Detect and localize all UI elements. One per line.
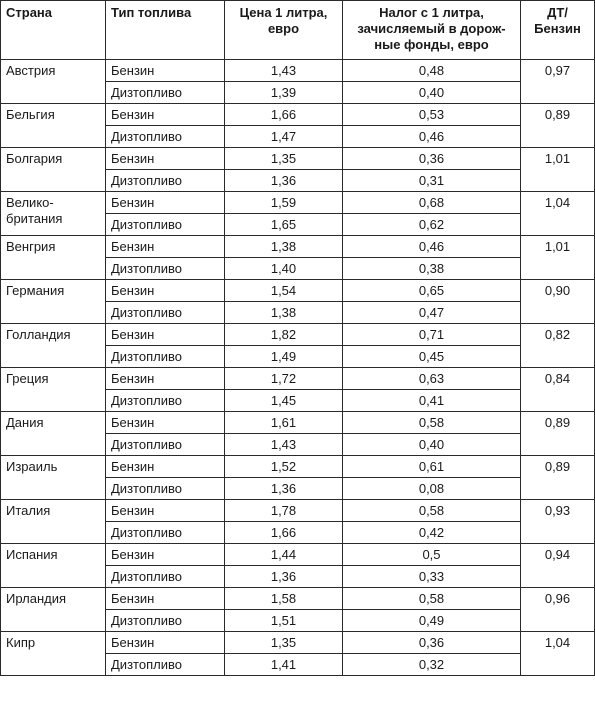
ratio-cell: 0,89 (521, 412, 595, 456)
table-row (1, 368, 595, 390)
table-row (1, 192, 595, 214)
fuel-type-cell: Бензин (106, 412, 225, 434)
price-cell: 1,51 (225, 610, 343, 632)
table-row (1, 500, 595, 522)
tax-cell: 0,47 (343, 302, 521, 324)
price-cell: 1,49 (225, 346, 343, 368)
header-country: Страна (1, 1, 106, 60)
table-header (1, 1, 595, 60)
table-row (1, 236, 595, 258)
header-tax: Налог с 1 литра, зачисляемый в дорож-ные фонды, евро (343, 1, 521, 60)
fuel-type-cell: Бензин (106, 104, 225, 126)
price-cell: 1,58 (225, 588, 343, 610)
fuel-type-cell: Бензин (106, 456, 225, 478)
price-cell: 1,52 (225, 456, 343, 478)
tax-cell: 0,08 (343, 478, 521, 500)
tax-cell: 0,58 (343, 588, 521, 610)
fuel-type-cell: Бензин (106, 192, 225, 214)
price-cell: 1,59 (225, 192, 343, 214)
fuel-type-cell: Дизтопливо (106, 214, 225, 236)
ratio-cell: 1,01 (521, 236, 595, 280)
price-cell: 1,54 (225, 280, 343, 302)
price-cell: 1,72 (225, 368, 343, 390)
fuel-type-cell: Бензин (106, 324, 225, 346)
fuel-type-cell: Бензин (106, 588, 225, 610)
country-cell: Испания (1, 544, 106, 588)
ratio-cell: 0,82 (521, 324, 595, 368)
price-cell: 1,45 (225, 390, 343, 412)
tax-cell: 0,40 (343, 82, 521, 104)
tax-cell: 0,32 (343, 654, 521, 676)
header-fuel-type: Тип топлива (106, 1, 225, 60)
tax-cell: 0,5 (343, 544, 521, 566)
tax-cell: 0,46 (343, 236, 521, 258)
fuel-type-cell: Дизтопливо (106, 566, 225, 588)
ratio-cell: 0,84 (521, 368, 595, 412)
fuel-type-cell: Дизтопливо (106, 82, 225, 104)
price-cell: 1,35 (225, 632, 343, 654)
tax-cell: 0,41 (343, 390, 521, 412)
tax-cell: 0,58 (343, 500, 521, 522)
table-row (1, 632, 595, 654)
price-cell: 1,38 (225, 302, 343, 324)
ratio-cell: 0,89 (521, 104, 595, 148)
tax-cell: 0,40 (343, 434, 521, 456)
price-cell: 1,36 (225, 170, 343, 192)
tax-cell: 0,31 (343, 170, 521, 192)
price-cell: 1,43 (225, 434, 343, 456)
country-cell: Ирландия (1, 588, 106, 632)
country-cell: Голландия (1, 324, 106, 368)
fuel-type-cell: Дизтопливо (106, 258, 225, 280)
fuel-type-cell: Дизтопливо (106, 170, 225, 192)
table-row (1, 588, 595, 610)
fuel-type-cell: Дизтопливо (106, 126, 225, 148)
tax-cell: 0,38 (343, 258, 521, 280)
price-cell: 1,82 (225, 324, 343, 346)
price-cell: 1,43 (225, 60, 343, 82)
tax-cell: 0,58 (343, 412, 521, 434)
price-cell: 1,47 (225, 126, 343, 148)
table-row (1, 544, 595, 566)
fuel-type-cell: Дизтопливо (106, 346, 225, 368)
price-cell: 1,65 (225, 214, 343, 236)
header-row (1, 1, 595, 60)
country-cell: Венгрия (1, 236, 106, 280)
fuel-type-cell: Дизтопливо (106, 610, 225, 632)
fuel-type-cell: Бензин (106, 544, 225, 566)
fuel-type-cell: Дизтопливо (106, 390, 225, 412)
tax-cell: 0,68 (343, 192, 521, 214)
fuel-type-cell: Бензин (106, 500, 225, 522)
price-cell: 1,61 (225, 412, 343, 434)
country-cell: Израиль (1, 456, 106, 500)
table-row (1, 148, 595, 170)
country-cell: Греция (1, 368, 106, 412)
country-cell: Германия (1, 280, 106, 324)
ratio-cell: 1,04 (521, 632, 595, 676)
country-cell: Италия (1, 500, 106, 544)
tax-cell: 0,62 (343, 214, 521, 236)
tax-cell: 0,42 (343, 522, 521, 544)
price-cell: 1,66 (225, 522, 343, 544)
ratio-cell: 0,90 (521, 280, 595, 324)
tax-cell: 0,49 (343, 610, 521, 632)
tax-cell: 0,46 (343, 126, 521, 148)
table-row (1, 324, 595, 346)
country-cell: Бельгия (1, 104, 106, 148)
tax-cell: 0,45 (343, 346, 521, 368)
tax-cell: 0,36 (343, 148, 521, 170)
country-cell: Кипр (1, 632, 106, 676)
price-cell: 1,78 (225, 500, 343, 522)
price-cell: 1,36 (225, 566, 343, 588)
tax-cell: 0,33 (343, 566, 521, 588)
ratio-cell: 1,01 (521, 148, 595, 192)
ratio-cell: 1,04 (521, 192, 595, 236)
fuel-type-cell: Бензин (106, 148, 225, 170)
table-row (1, 60, 595, 82)
country-cell: Австрия (1, 60, 106, 104)
tax-cell: 0,48 (343, 60, 521, 82)
fuel-type-cell: Бензин (106, 236, 225, 258)
ratio-cell: 0,89 (521, 456, 595, 500)
tax-cell: 0,53 (343, 104, 521, 126)
header-ratio: ДТ/ Бензин (521, 1, 595, 60)
fuel-type-cell: Бензин (106, 60, 225, 82)
price-cell: 1,40 (225, 258, 343, 280)
fuel-type-cell: Бензин (106, 280, 225, 302)
fuel-type-cell: Дизтопливо (106, 478, 225, 500)
fuel-type-cell: Дизтопливо (106, 654, 225, 676)
fuel-type-cell: Дизтопливо (106, 302, 225, 324)
tax-cell: 0,71 (343, 324, 521, 346)
fuel-type-cell: Бензин (106, 632, 225, 654)
price-cell: 1,44 (225, 544, 343, 566)
country-cell: Дания (1, 412, 106, 456)
fuel-type-cell: Дизтопливо (106, 522, 225, 544)
table-row (1, 456, 595, 478)
tax-cell: 0,65 (343, 280, 521, 302)
price-cell: 1,35 (225, 148, 343, 170)
country-cell: Велико- британия (1, 192, 106, 236)
tax-cell: 0,63 (343, 368, 521, 390)
price-cell: 1,41 (225, 654, 343, 676)
price-cell: 1,38 (225, 236, 343, 258)
tax-cell: 0,61 (343, 456, 521, 478)
country-cell: Болгария (1, 148, 106, 192)
tax-cell: 0,36 (343, 632, 521, 654)
ratio-cell: 0,97 (521, 60, 595, 104)
table-row (1, 104, 595, 126)
ratio-cell: 0,93 (521, 500, 595, 544)
price-cell: 1,39 (225, 82, 343, 104)
table-row (1, 280, 595, 302)
fuel-type-cell: Бензин (106, 368, 225, 390)
price-cell: 1,66 (225, 104, 343, 126)
price-cell: 1,36 (225, 478, 343, 500)
table-body (1, 60, 595, 676)
fuel-type-cell: Дизтопливо (106, 434, 225, 456)
ratio-cell: 0,94 (521, 544, 595, 588)
table-row (1, 412, 595, 434)
ratio-cell: 0,96 (521, 588, 595, 632)
header-price: Цена 1 литра, евро (225, 1, 343, 60)
